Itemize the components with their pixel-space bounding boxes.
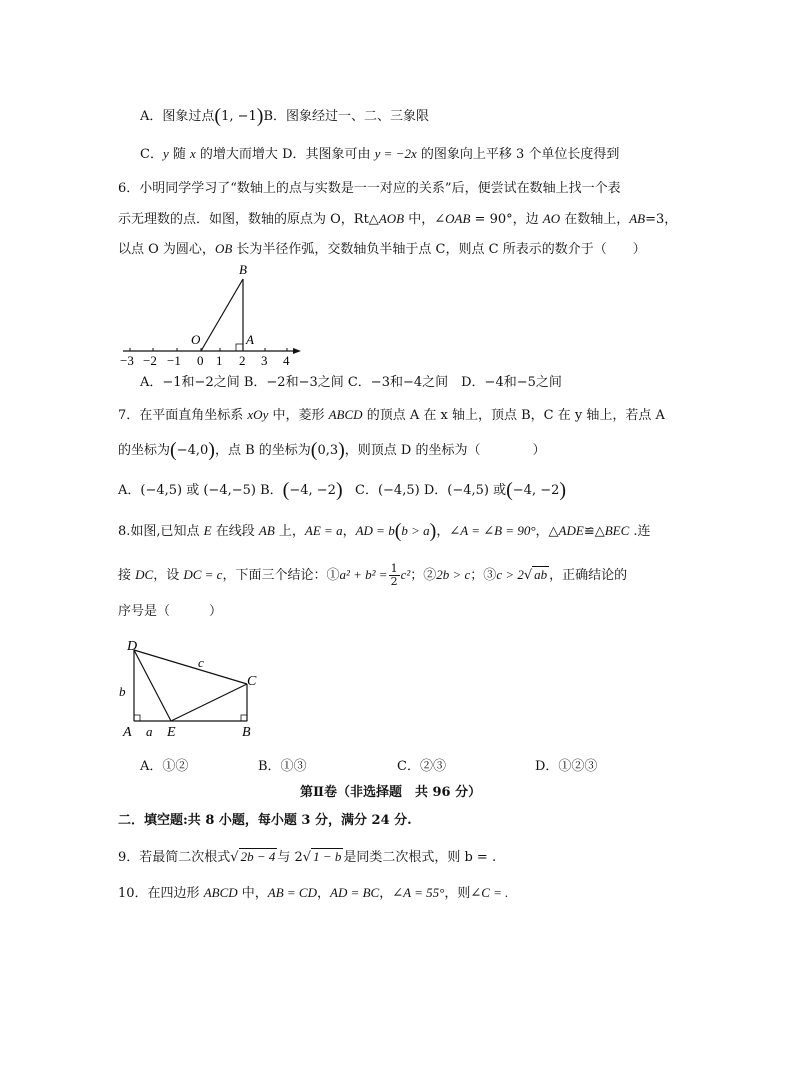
label-C: C bbox=[247, 674, 257, 689]
segment-DE bbox=[134, 650, 171, 721]
label-b: b bbox=[119, 684, 126, 699]
q10-line: 10．在四边形 ABCD 中，AB = CD，AD = BC，∠A = 55°，则∠C = . bbox=[118, 885, 509, 901]
q5-option-a-point: 1, −1 bbox=[221, 109, 257, 124]
q9-radical-1: 2b − 4 bbox=[240, 849, 276, 864]
tick-label: −2 bbox=[143, 353, 157, 368]
label-E: E bbox=[167, 725, 176, 740]
right-angle-B bbox=[241, 715, 247, 721]
q6-number-line-figure bbox=[115, 262, 305, 370]
q6-line3: 以点 O 为圆心，OB 长为半径作弧，交数轴负半轴于点 C，则点 C 所表示的数介于（ ） bbox=[118, 241, 646, 257]
q5-option-d: 的图象向上平移 3 个单位长度得到 bbox=[416, 147, 620, 162]
tick-labels bbox=[120, 353, 290, 368]
q5-options-row2: C．y 随 x 的增大而增大 D．其图象可由 y = −2x 的图象向上平移 3 个单位长度得到 bbox=[140, 146, 620, 162]
label-c: c bbox=[198, 655, 204, 670]
q6-line2: 示无理数的点．如图，数轴的原点为 O，Rt△AOB 中，∠OAB = 90°，边 AO 在数轴上，AB=3， bbox=[118, 211, 678, 227]
tick-label: −1 bbox=[167, 353, 181, 368]
q5-option-b: B．图象经过一、二、三象限 bbox=[263, 109, 429, 124]
label-B: B bbox=[239, 262, 247, 277]
q7-option-b: −4, −2 bbox=[289, 483, 336, 498]
q8-option-d: D．①②③ bbox=[535, 759, 598, 774]
q5-options-row1: A．图象过点(1, −1)B．图象经过一、二、三象限 bbox=[140, 105, 429, 127]
tick-label: −3 bbox=[120, 353, 134, 368]
label-a: a bbox=[146, 724, 153, 739]
q8-option-c: C．②③ bbox=[397, 759, 446, 774]
q8-line3: 序号是（ ） bbox=[118, 604, 223, 619]
q8-line1: 8.如图,已知点 E 在线段 AB 上，AE = a，AD = b(b > a)，∠A = ∠B = 90°，△ADE≌△BEC .连 bbox=[118, 520, 651, 542]
right-angle-A bbox=[134, 715, 140, 721]
axis-arrow bbox=[293, 348, 301, 354]
q7-option-a: A．(−4,5) 或 (−4,−5) bbox=[118, 483, 256, 498]
q7-line1: 7．在平面直角坐标系 xOy 中，菱形 ABCD 的顶点 A 在 x 轴上，顶点 B，C 在 y 轴上，若点 A bbox=[118, 407, 665, 423]
label-D: D bbox=[127, 639, 138, 654]
q6-line1: 6．小明同学学习了“数轴上的点与实数是一一对应的关系”后，便尝试在数轴上找一个表 bbox=[118, 181, 621, 196]
q5-option-c: 的增大而增大 bbox=[195, 147, 278, 162]
q8-line2: 接 DC，设 DC = c，下面三个结论：①a² + b² = $\frac{1}{2}$ c²；②2b > c；③c > 2√ ab ，正确结论的 bbox=[118, 562, 628, 588]
tick-label: 3 bbox=[261, 353, 268, 368]
segment-EC bbox=[171, 684, 247, 721]
right-angle-mark bbox=[236, 344, 243, 351]
q7-option-d: −4, −2 bbox=[512, 483, 560, 498]
q8-triangle-figure bbox=[115, 634, 265, 744]
label-B: B bbox=[242, 725, 251, 740]
q8-option-a: A．①② bbox=[140, 759, 189, 774]
q5-option-a: A．图象过点 bbox=[140, 109, 215, 124]
label-A: A bbox=[246, 332, 254, 347]
tick-label: 2 bbox=[239, 353, 246, 368]
q9-line: 9．若最简二次根式√ 2b − 4 与 2√ 1 − b 是同类二次根式，则 b = . bbox=[118, 849, 497, 865]
q7-line2: 的坐标为(−4,0)，点 B 的坐标为(0,3)，则顶点 D 的坐标为（ ） bbox=[118, 439, 546, 461]
segment-OB bbox=[201, 279, 243, 351]
tick-label: 1 bbox=[216, 353, 223, 368]
q8-option-b: B．①③ bbox=[258, 759, 307, 774]
segment-DC bbox=[134, 650, 247, 684]
tick-label: 0 bbox=[197, 353, 204, 368]
tick-label: 4 bbox=[283, 353, 290, 368]
section-heading: 二．填空题:共 8 小题，每小题 3 分，满分 24 分. bbox=[118, 813, 412, 828]
section-title: 第Ⅱ卷（非选择题 共 96 分） bbox=[300, 785, 482, 800]
q6-options: A．−1和−2之间 B．−2和−3之间 C．−3和−4之间 D．−4和−5之间 bbox=[140, 375, 562, 390]
label-O: O bbox=[191, 332, 201, 347]
q7-options: A．(−4,5) 或 (−4,−5) B．(−4, −2) C．(−4,5) D．(−4,5) 或(−4, −2) bbox=[118, 479, 567, 501]
q7-option-c: C．(−4,5) bbox=[355, 483, 420, 498]
q9-radical-2: 1 − b bbox=[313, 849, 342, 864]
q5-option-d-equation: y = −2x bbox=[374, 146, 417, 161]
label-A: A bbox=[123, 725, 132, 740]
